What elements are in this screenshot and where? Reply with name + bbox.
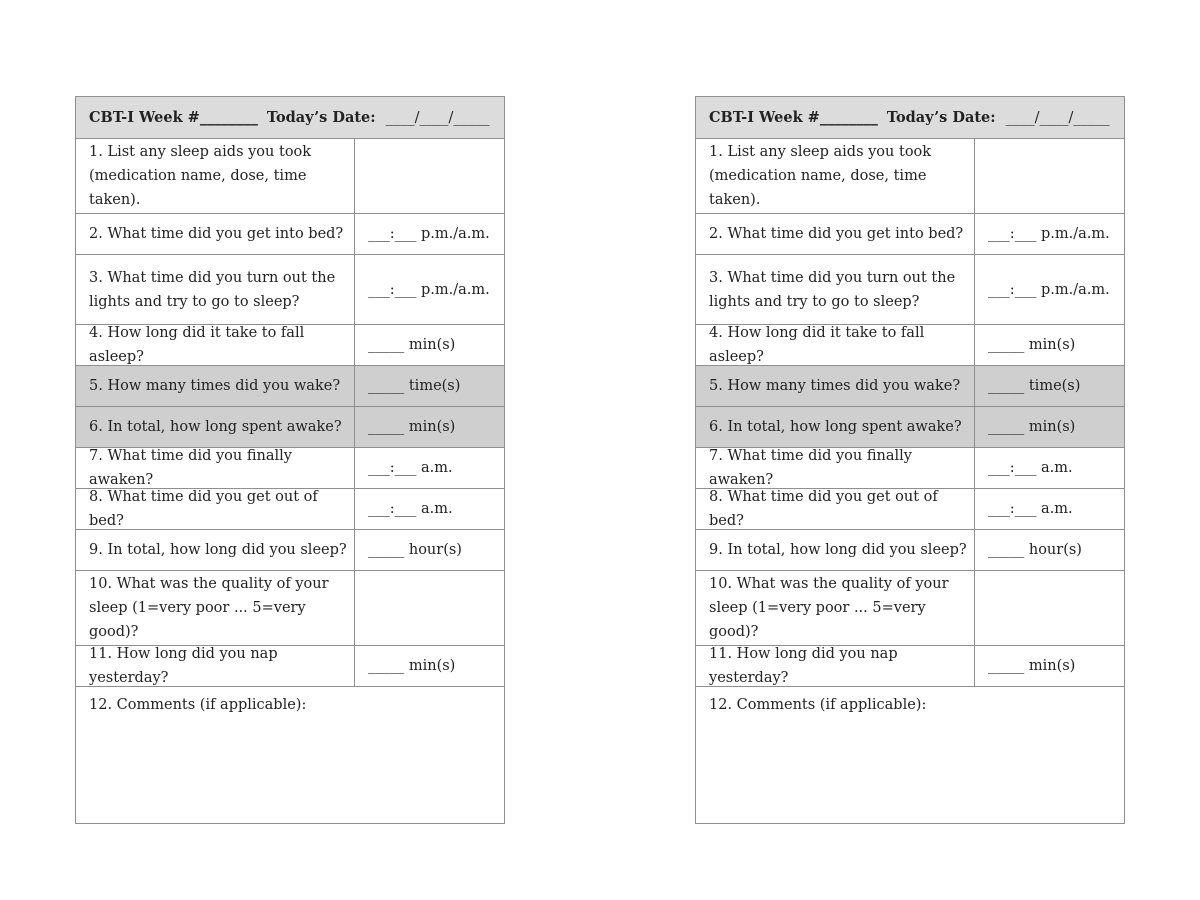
question-row-4 [696,325,1124,366]
answer-8-field[interactable]: ___:___ a.m. [988,501,1073,517]
question-9-text: 9. In total, how long did you sleep? [696,530,975,570]
question-2-text: 2. What time did you get into bed? [76,214,355,254]
answer-1-field[interactable] [355,139,504,213]
answer-10-field[interactable] [355,571,504,645]
answer-8-field[interactable]: ___:___ a.m. [368,501,453,517]
question-2-text: 2. What time did you get into bed? [696,214,975,254]
question-row-10 [76,571,504,646]
question-8-text: 8. What time did you get out of bed? [76,489,355,529]
question-1-text: 1. List any sleep aids you took (medication name, dose, time taken). [696,139,975,213]
sleep-diary-card-left [75,96,505,824]
answer-2-field[interactable]: ___:___ p.m./a.m. [988,226,1110,242]
question-row-9 [76,530,504,571]
sleep-diary-card-right [695,96,1125,824]
question-row-7 [696,448,1124,489]
date-field[interactable]: ____/____/_____ [385,109,490,126]
question-row-10 [696,571,1124,646]
question-row-2 [76,214,504,255]
answer-11-field[interactable]: _____ min(s) [988,658,1076,674]
question-row-11 [696,646,1124,687]
question-row-2 [696,214,1124,255]
week-label[interactable]: CBT-I Week #________ [709,109,878,126]
answer-3-field[interactable]: ___:___ p.m./a.m. [988,281,1110,298]
question-row-5 [696,366,1124,407]
question-11-text: 11. How long did you nap yesterday? [76,646,355,686]
question-10-text: 10. What was the quality of your sleep (1=very poor ... 5=very good)? [76,571,355,645]
diary-header [696,97,1124,139]
comments-field[interactable] [696,687,1124,823]
answer-11-field[interactable]: _____ min(s) [368,658,456,674]
question-row-1 [696,139,1124,214]
question-row-4 [76,325,504,366]
answer-9-field[interactable]: _____ hour(s) [368,542,462,558]
question-row-8 [76,489,504,530]
question-row-3 [76,255,504,325]
comments-label: 12. Comments (if applicable): [709,697,927,713]
question-10-text: 10. What was the quality of your sleep (1=very poor ... 5=very good)? [696,571,975,645]
answer-10-field[interactable] [975,571,1124,645]
question-3-text: 3. What time did you turn out the lights and try to go to sleep? [696,255,975,324]
answer-4-field[interactable]: _____ min(s) [988,337,1076,353]
question-5-text: 5. How many times did you wake? [696,366,975,406]
question-6-text: 6. In total, how long spent awake? [76,407,355,447]
comments-label: 12. Comments (if applicable): [89,697,307,713]
question-row-8 [696,489,1124,530]
question-1-text: 1. List any sleep aids you took (medication name, dose, time taken). [76,139,355,213]
question-3-text: 3. What time did you turn out the lights and try to go to sleep? [76,255,355,324]
question-4-text: 4. How long did it take to fall asleep? [696,325,975,365]
answer-3-field[interactable]: ___:___ p.m./a.m. [368,281,490,298]
question-11-text: 11. How long did you nap yesterday? [696,646,975,686]
question-row-3 [696,255,1124,325]
answer-6-field[interactable]: _____ min(s) [988,419,1076,435]
answer-4-field[interactable]: _____ min(s) [368,337,456,353]
question-8-text: 8. What time did you get out of bed? [696,489,975,529]
question-row-7 [76,448,504,489]
date-label: Today’s Date: [886,109,996,126]
answer-6-field[interactable]: _____ min(s) [368,419,456,435]
date-label: Today’s Date: [266,109,376,126]
diary-header [76,97,504,139]
answer-5-field[interactable]: _____ time(s) [368,378,461,394]
answer-2-field[interactable]: ___:___ p.m./a.m. [368,226,490,242]
question-7-text: 7. What time did you finally awaken? [76,448,355,488]
week-label[interactable]: CBT-I Week #________ [89,109,258,126]
question-5-text: 5. How many times did you wake? [76,366,355,406]
answer-9-field[interactable]: _____ hour(s) [988,542,1082,558]
answer-1-field[interactable] [975,139,1124,213]
question-row-6 [76,407,504,448]
question-4-text: 4. How long did it take to fall asleep? [76,325,355,365]
answer-5-field[interactable]: _____ time(s) [988,378,1081,394]
comments-field[interactable] [76,687,504,823]
question-row-6 [696,407,1124,448]
question-9-text: 9. In total, how long did you sleep? [76,530,355,570]
question-row-11 [76,646,504,687]
answer-7-field[interactable]: ___:___ a.m. [368,460,453,476]
date-field[interactable]: ____/____/_____ [1005,109,1110,126]
question-6-text: 6. In total, how long spent awake? [696,407,975,447]
question-row-5 [76,366,504,407]
answer-7-field[interactable]: ___:___ a.m. [988,460,1073,476]
question-row-9 [696,530,1124,571]
question-row-1 [76,139,504,214]
question-7-text: 7. What time did you finally awaken? [696,448,975,488]
